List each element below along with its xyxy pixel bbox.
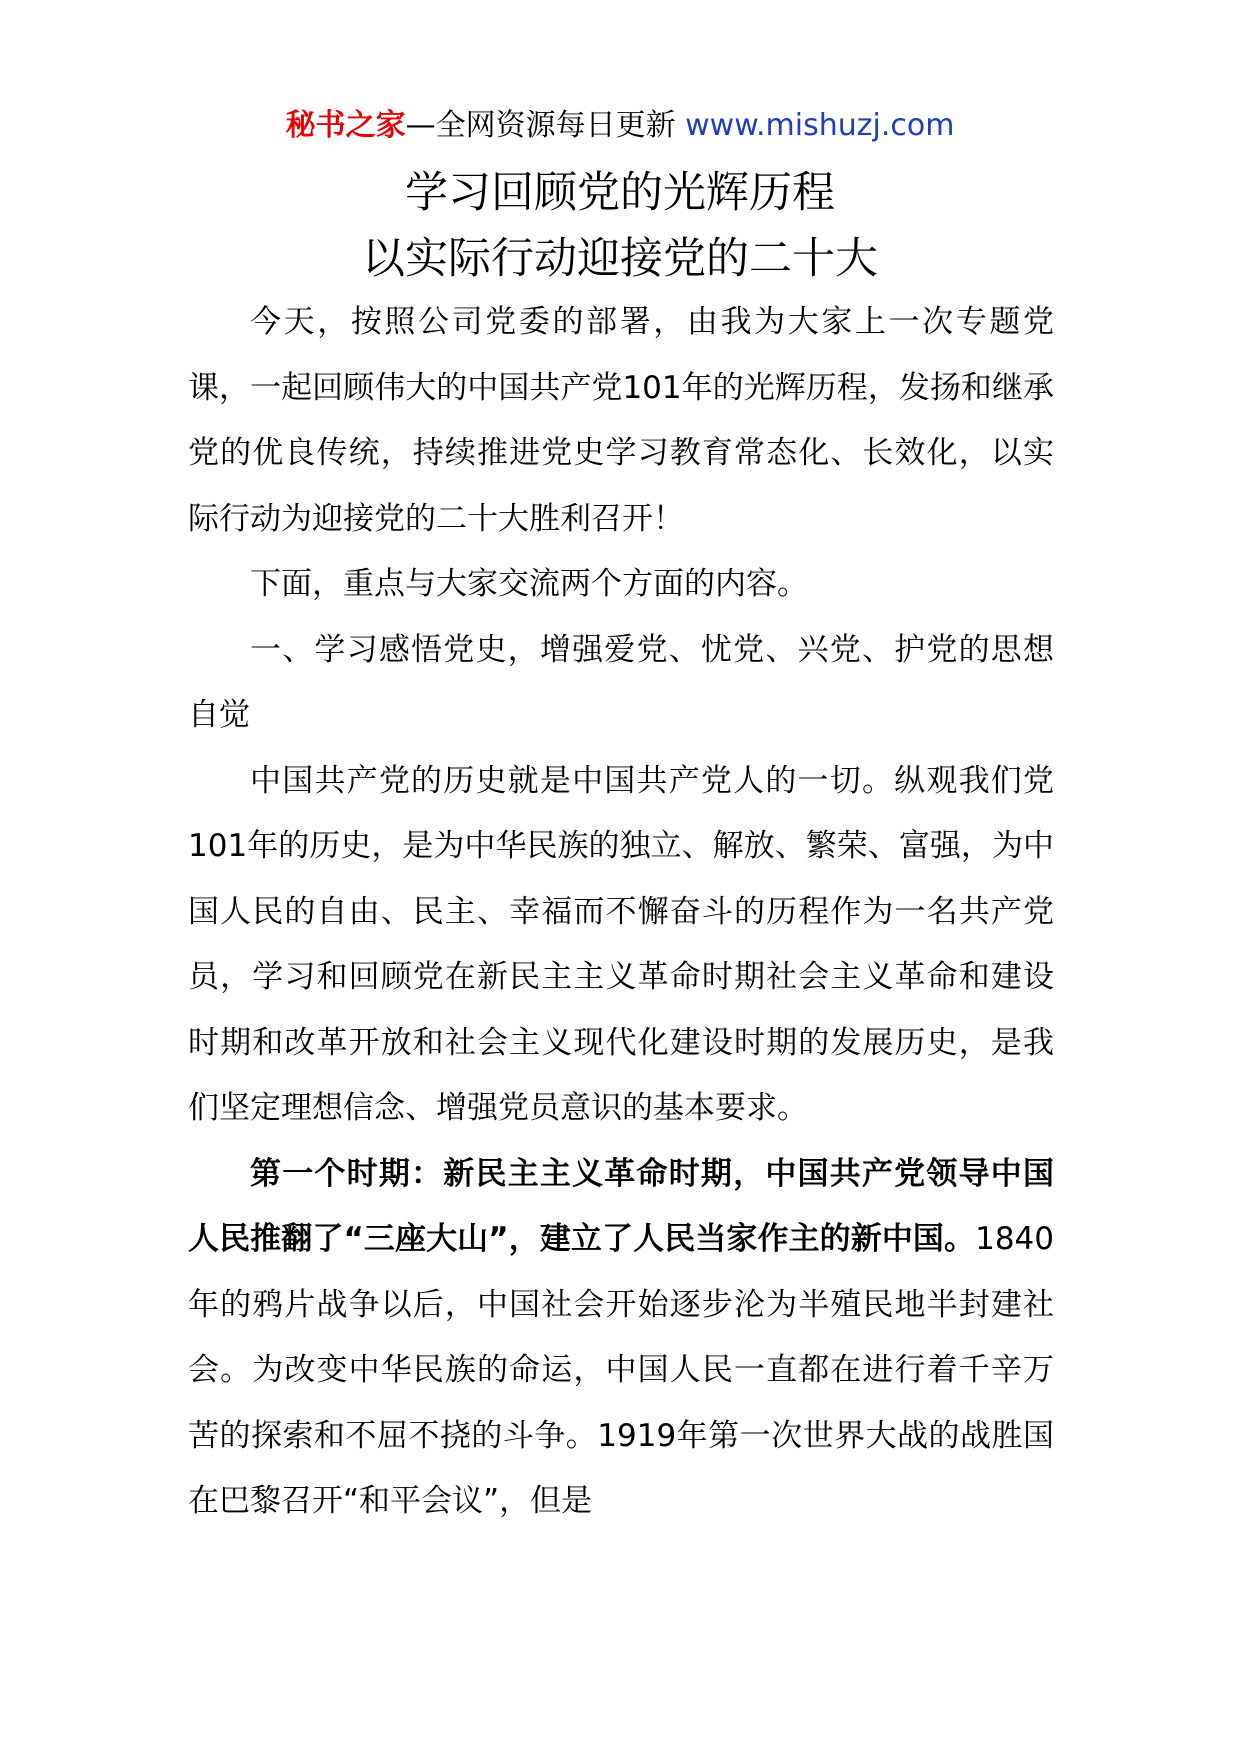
section-heading-1: 一、学习感悟党史，增强爱党、忧党、兴党、护党的思想自觉: [188, 631, 1054, 733]
site-brand: 秘书之家: [285, 108, 406, 143]
document-title-line-1: 学习回顾党的光辉历程: [405, 168, 835, 218]
paragraph-history: 中国共产党的历史就是中国共产党人的一切。纵观我们党101年的历史，是为中华民族的独立、解放、繁荣、富强，为中国人民的自由、民主、幸福而不懈奋斗的历程作为一名共产党员，学习和回顾党在新民主主义革命时期社会主义革命和建设时期和改革开放和社会主义现代化建设时期的发展历史，是我们坚定理想信念、增强党员意识的基本要求。: [188, 762, 1054, 1126]
document-title-line-2: 以实际行动迎接党的二十大: [362, 234, 878, 284]
period-1-text: 1840年的鸦片战争以后，中国社会开始逐步沦为半殖民地半封建社会。为改变中华民族的命运，中国人民一直都在进行着千辛万苦的探索和不屈不挠的斗争。1919年第一次世界大战的战胜国在巴黎召开“和平会议”，但是: [188, 1221, 1054, 1519]
paragraph-period-1: [188, 1142, 1054, 1535]
site-url: www.mishuzj.com: [685, 108, 955, 143]
document-body: [188, 290, 1054, 1535]
site-header: [0, 104, 1240, 148]
site-slogan: —全网资源每日更新: [405, 108, 686, 143]
period-1-heading: 第一个时期：新民主主义革命时期，中国共产党领导中国人民推翻了“三座大山”，建立了人民当家作主的新中国。: [188, 1155, 1054, 1257]
paragraph-intro: 今天，按照公司党委的部署，由我为大家上一次专题党课，一起回顾伟大的中国共产党101年的光辉历程，发扬和继承党的优良传统，持续推进党史学习教育常态化、长效化，以实际行动为迎接党的二十大胜利召开！: [188, 304, 1054, 537]
paragraph-overview: 下面，重点与大家交流两个方面的内容。: [250, 566, 808, 602]
